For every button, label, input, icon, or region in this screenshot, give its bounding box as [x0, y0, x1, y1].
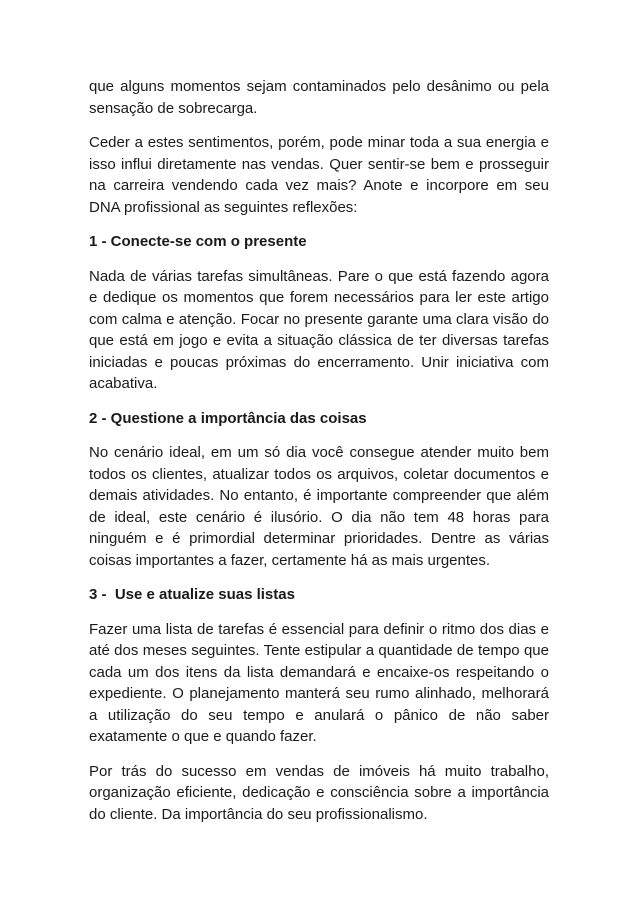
paragraph-intro: Ceder a estes sentimentos, porém, pode minar toda a sua energia e isso influi diretamente nas vendas. Quer sentir-se bem e prosseguir na carreira vendendo cada vez mais? Anote e incorpore em seu DNA profissional as seguintes reflexões: — [89, 134, 549, 216]
document-page — [89, 76, 549, 838]
paragraph-section-3: Fazer uma lista de tarefas é essencial para definir o ritmo dos dias e até dos meses seguintes. Tente estipular a quantidade de tempo que cada um dos itens da lista demandará e encaixe-os respeitando o expediente. O planejamento manterá seu rumo alinhado, melhorará a utilização do seu tempo e anulará o pânico de não saber exatamente o que e quando fazer. — [89, 620, 549, 745]
paragraph-conclusion: Por trás do sucesso em vendas de imóveis há muito trabalho, organização eficiente, dedicação e consciência sobre a importância do cliente. Da importância do seu profissionalismo. — [89, 762, 549, 823]
paragraph-intro-continuation: que alguns momentos sejam contaminados pelo desânimo ou pela sensação de sobrecarga. — [89, 78, 549, 117]
heading-section-1: 1 - Conecte-se com o presente — [89, 233, 307, 250]
heading-section-2: 2 - Questione a importância das coisas — [89, 409, 367, 427]
paragraph-section-2: No cenário ideal, em um só dia você consegue atender muito bem todos os clientes, atualizar todos os arquivos, coletar documentos e demais atividades. No entanto, é importante compreender que além de ideal, este cenário é ilusório. O dia não tem 48 horas para ninguém e é primordial determinar prioridades. Dentre as várias coisas importantes a fazer, certamente há as mais urgentes. — [89, 444, 549, 569]
heading-section-3: 3 - Use e atualize suas listas — [89, 586, 295, 603]
paragraph-section-1: Nada de várias tarefas simultâneas. Pare o que está fazendo agora e dedique os momentos que forem necessários para ler este artigo com calma e atenção. Focar no presente garante uma clara visão do que está em jogo e evita a situação clássica de ter diversas tarefas iniciadas e poucas próximas do encerramento. Unir iniciativa com acabativa. — [89, 267, 549, 392]
